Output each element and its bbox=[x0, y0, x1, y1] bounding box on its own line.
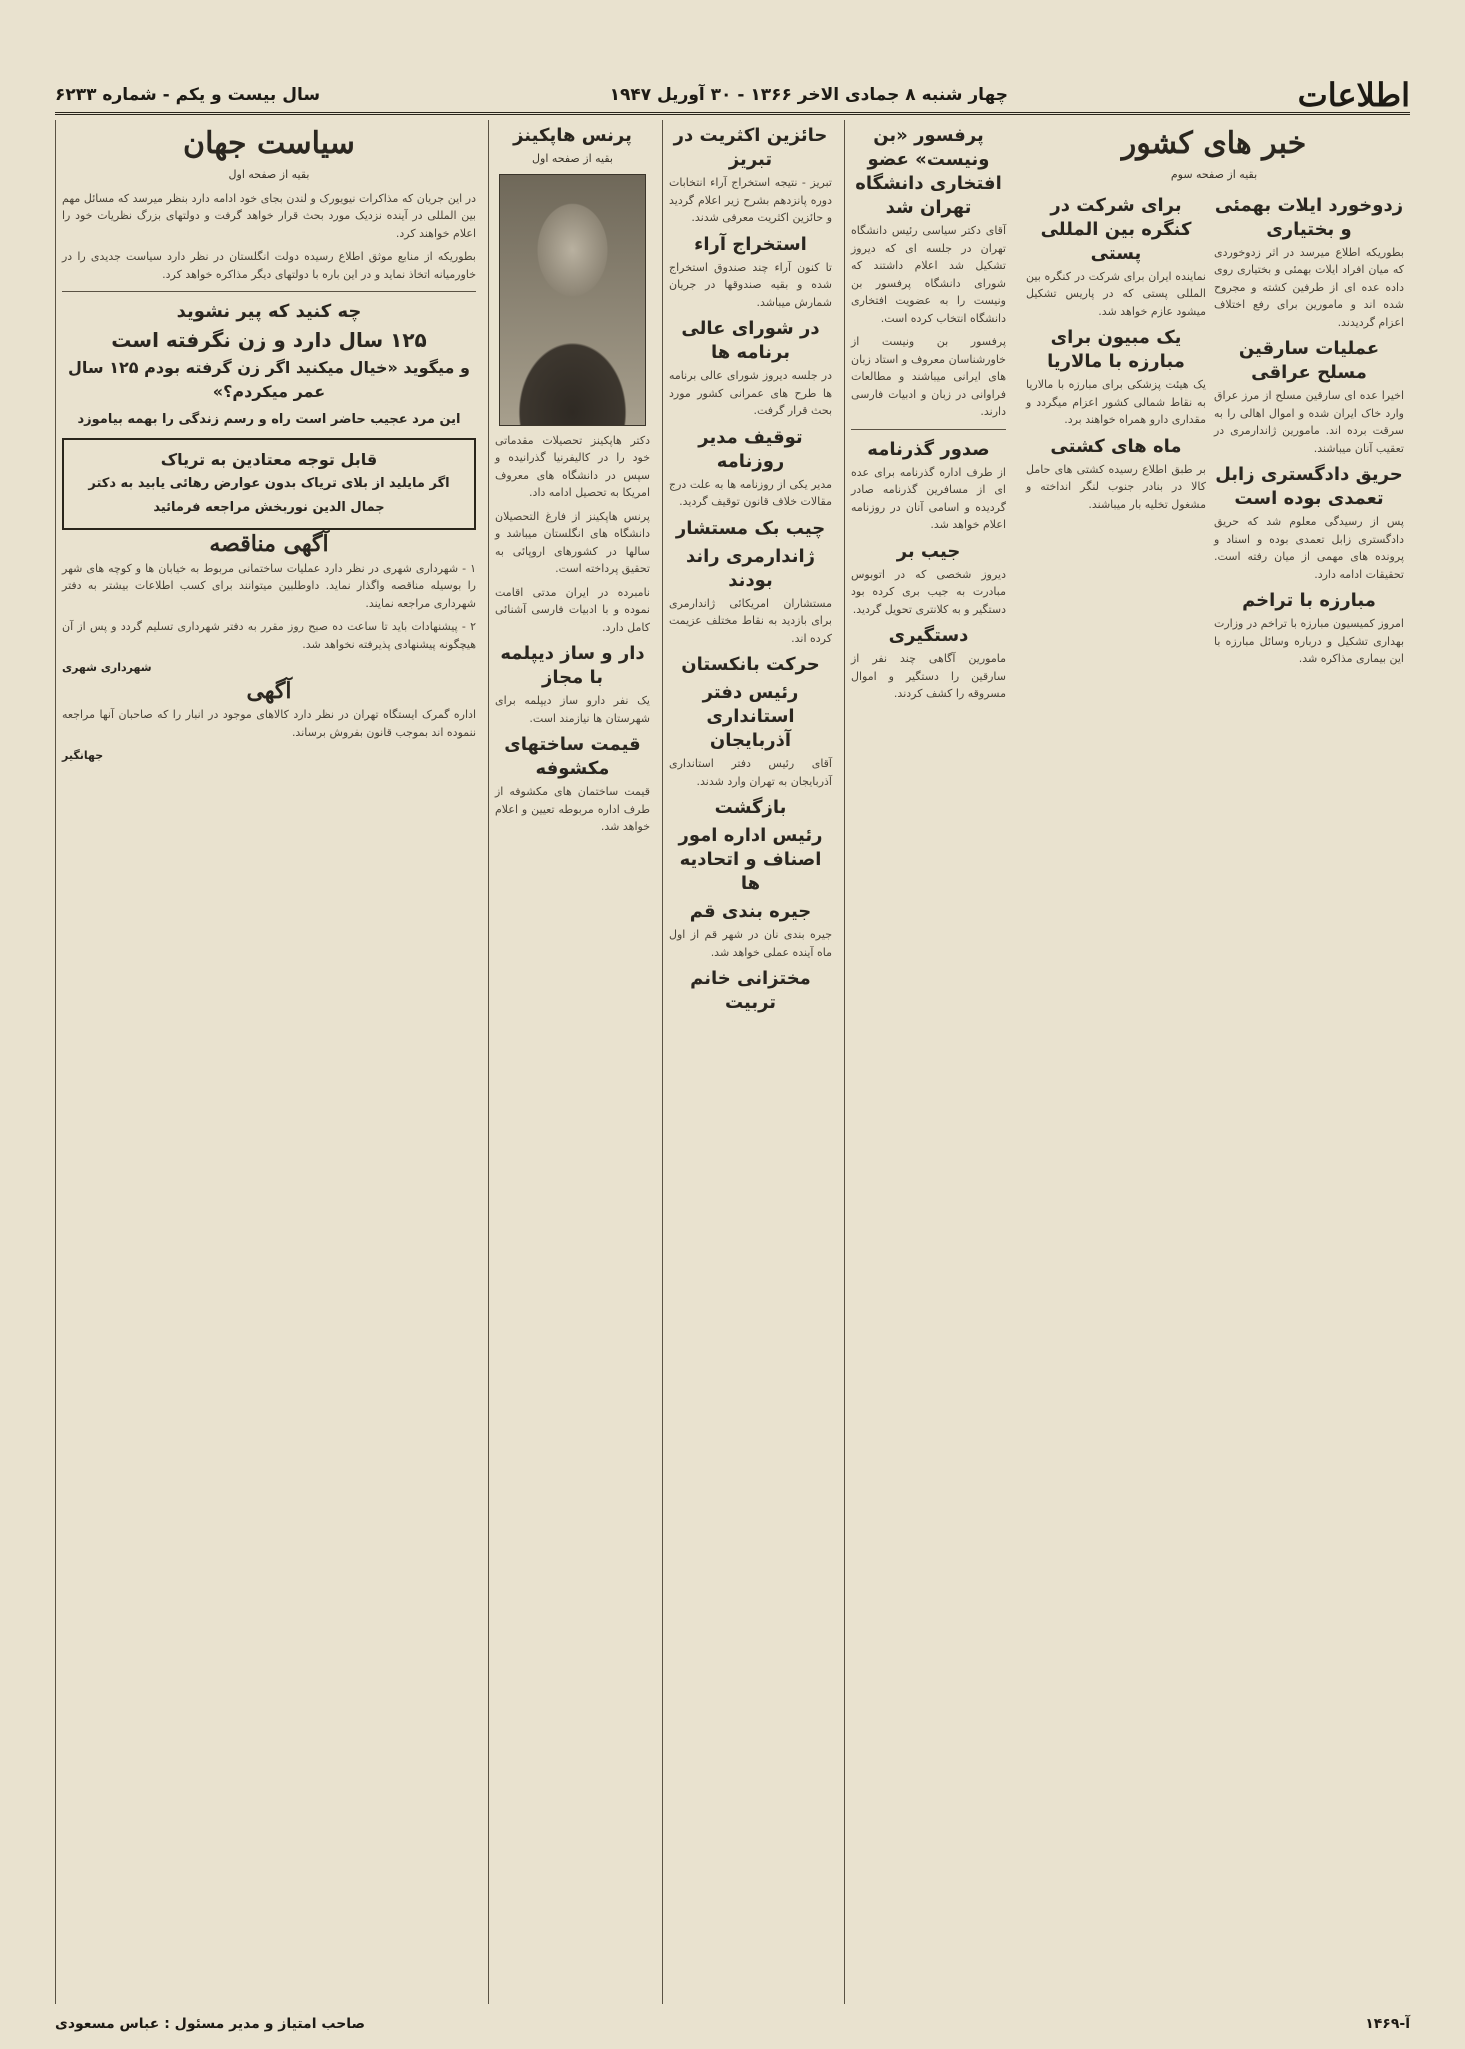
headline: پرفسور «بن ونیست» عضو افتخاری دانشگاه تهران شد bbox=[855, 125, 1002, 218]
issue-number: سال بیست و یکم - شماره ۶۲۳۳ bbox=[55, 85, 321, 105]
section-title: سیاست جهان bbox=[183, 126, 355, 161]
headline: صدور گذرنامه bbox=[867, 438, 990, 460]
headline: رئیس اداره امور اصناف و اتحادیه ها bbox=[678, 825, 823, 894]
masthead bbox=[55, 78, 1410, 115]
column-world-politics: سیاست جهان بقیه از صفحه اول در این جریان که مذاکرات نیویورک و لندن بجای خود ادامه دارد بنظر میرسد که مسائل مهم بین المللی در آینده نزدیک مورد بحث قرار خواهد گرفت و دولتهای بزرگ نظریات خود را اعلام خواهند کرد. بطوریکه از منابع موثق اطلاع رسیده دولت انگلستان در نظر دارد سیاست جدیدی را در خاورمیانه اتخاذ نماید و در این باره با دولتهای دیگر مذاکره خواهد کرد. چه کنید که پیر نشوید ۱۲۵ سال دارد و زن نگرفته است و میگوید «خیال میکنید اگر زن گرفته بودم ۱۲۵ سال عمر میکردم؟» این مرد عجیب حاضر است راه و رسم زندگی را بهمه بیاموزد قابل توجه معتادین به تریاک اگر مایلید از بلای تریاک بدون عوارض رهائی یابید به دکتر جمال الدین نوربخش مراجعه فرمائید آگهی مناقصه ۱ - شهرداری شهری در نظر دارد عملیات ساختمانی مربوط به خیابان ها و کوچه های شهر را بوسیله مناقصه واگذار نماید. داوطلبین میتوانند برای کسب اطلاعات بیشتر به دفتر شهرداری مراجعه نمایند. ۲ - پیشنهادات باید تا ساعت ده صبح روز مقرر به دفتر شهرداری تسلیم گردد و پس از آن هیچگونه پیشنهادی پذیرفته نخواهد شد. شهرداری شهری آگهی اداره گمرک ایستگاه تهران در نظر دارد کالاهای موجود در انبار را که صاحبان آنها مراجعه ننموده اند بموجب قانون بفروش برساند. جهانگیر bbox=[55, 120, 482, 2004]
headline: دار و ساز دیپلمه با مجاز bbox=[500, 643, 645, 688]
headline: مختزانی خانم تربیت bbox=[690, 968, 811, 1013]
headline: یک مبیون برای مبارزه با مالاریا bbox=[1047, 327, 1185, 372]
headline: دستگیری bbox=[888, 625, 969, 646]
headline: رئیس دفتر استانداری آذربایجان bbox=[702, 682, 799, 751]
headline: توقیف مدیر روزنامه bbox=[698, 426, 803, 472]
section-subtitle: بقیه از صفحه سوم bbox=[1170, 168, 1258, 181]
column-hopkins: پرنس هاپکینز بقیه از صفحه اول دکتر هاپکینز تحصیلات مقدماتی خود را در کالیفرنیا گذرانیده و سپس در دانشگاه های معروف امریکا به تحصیل ادامه داد. پرنس هاپکینز از فارغ التحصیلان دانشگاه های انگلستان میباشد و سالها در کشورهای اروپائی به تحقیق پرداخته است. نامبرده در ایران مدتی اقامت نموده و با ادبیات فارسی آشنائی کامل دارد. دار و ساز دیپلمه با مجاز یک نفر دارو ساز دیپلمه برای شهرستان ها نیازمند است. قیمت ساختهای مکشوفه قیمت ساختمان های مکشوفه از طرف اداره مربوطه تعیین و اعلام خواهد شد. bbox=[488, 120, 656, 2004]
notice-signature: جهانگیر bbox=[62, 749, 104, 762]
section-subtitle: بقیه از صفحه اول bbox=[228, 168, 310, 181]
ad-box-body: اگر مایلید از بلای تریاک بدون عوارض رهائی یابید به دکتر جمال الدین نوربخش مراجعه فرمائید bbox=[88, 476, 450, 515]
headline: ماه های کشتی bbox=[1050, 435, 1182, 457]
headline: عملیات سارقین مسلح عراقی bbox=[1238, 338, 1380, 383]
newspaper-brand: اطلاعات bbox=[1297, 76, 1410, 114]
headline: مبارزه با تراخم bbox=[1242, 590, 1376, 611]
headline: برای شرکت در کنگره بین المللی پستی bbox=[1040, 194, 1192, 264]
headline: حرکت بانکستان bbox=[681, 654, 820, 675]
footer-right: صاحب امتیاز و مدیر مسئول : عباس مسعودی bbox=[55, 2016, 366, 2032]
ad-body: این مرد عجیب حاضر است راه و رسم زندگی را بهمه بیاموزد bbox=[77, 412, 461, 427]
headline: جیره بندی قم bbox=[689, 901, 812, 922]
tender-notice-headline: آگهی مناقصه bbox=[209, 531, 329, 557]
headline: بازگشت bbox=[714, 797, 787, 818]
footer bbox=[55, 2011, 1410, 2037]
headline: حریق دادگستری زابل تعمدی بوده است bbox=[1215, 464, 1403, 509]
ad-box-headline: قابل توجه معتادین به تریاک bbox=[160, 450, 378, 469]
columns bbox=[55, 120, 1410, 2004]
headline: زدوخورد ایلات بهمئی و بختیاری bbox=[1214, 194, 1404, 240]
column-national-news: خبر های کشور بقیه از صفحه سوم زدوخورد ایلات بهمئی و بختیاری بطوریکه اطلاع میرسد در اثر زدوخوردی که میان افراد ایلات بهمئی و بختیاری روی داده عده ای از طرفین کشته و مجروح شده اند و مامورین برای رفع اختلاف اعزام گردیدند. عملیات سارقین مسلح عراقی اخیرا عده ای سارقین مسلح از مرز عراق وارد خاک ایران شده و اموال اهالی را به سرقت برده اند. مامورین ژاندارمری در تعقیب آنان میباشند. حریق دادگستری زابل تعمدی بوده است پس از رسیدگی معلوم شد که حریق دادگستری زابل تعمدی بوده و اسناد و پرونده های مهمی از میان رفته است. تحقیقات ادامه دارد. مبارزه با تراخم امروز کمیسیون مبارزه با تراخم در وزارت بهداری تشکیل و درباره وسائل مبارزه با این بیماری مذاکره شد. برای شرکت در کنگره بین المللی پستی نماینده ایران برای شرکت در کنگره بین المللی پستی که در پاریس تشکیل میشود عازم خواهد شد. یک مبیون برای مبارزه با مالاریا یک هیئت پزشکی برای مبارزه با مالاریا به نقاط شمالی کشور اعزام میگردد و مقداری دارو همراه خواهند برد. ماه های کشتی بر طبق اطلاع رسیده کشتی های حامل کالا در بنادر جنوب لنگر انداخته و مشغول تخلیه بار میباشند. bbox=[1026, 126, 1404, 665]
notice-headline: آگهی bbox=[246, 677, 292, 704]
notice-signature: شهرداری شهری bbox=[62, 661, 152, 674]
continued-note: بقیه از صفحه اول bbox=[532, 152, 613, 165]
column-university: پرفسور «بن ونیست» عضو افتخاری دانشگاه تهران شد آقای دکتر سیاسی رئیس دانشگاه تهران در جلسه ای که دیروز تشکیل شد اعلام داشتند که شورای دانشگاه پرفسور بن ونیست را به عضویت افتخاری دانشگاه انتخاب کرده است. پرفسور بن ونیست از خاورشناسان معروف و استاد زبان های ایرانی میباشند و مطالعات فراوانی در زبان و ادبیات فارسی دارند. صدور گذرنامه از طرف اداره گذرنامه برای عده ای از مسافرین گذرنامه صادر گردیده و اسامی آنان در روزنامه اعلام خواهد شد. جیب بر دیروز شخصی که در اتوبوس مبادرت به جیب بری کرده بود دستگیر و به کلانتری تحویل گردید. دستگیری مامورین آگاهی چند نفر از سارقین را دستگیر و اموال مسروقه را کشف کردند. bbox=[844, 120, 1012, 2004]
headline: چیب بک مستشار bbox=[675, 517, 826, 539]
opium-ad-box bbox=[62, 438, 476, 530]
ad-headline: چه کنید که پیر نشوید bbox=[176, 301, 362, 322]
headline: در شورای عالی برنامه ها bbox=[681, 318, 820, 363]
portrait-photo bbox=[499, 174, 646, 426]
footer-left: آ-۱۴۶۹ bbox=[1365, 2016, 1410, 2032]
section-title: خبر های کشور bbox=[1121, 126, 1307, 161]
issue-date: چهار شنبه ۸ جمادی الاخر ۱۳۶۶ - ۳۰ آوریل ۱۹۴۷ bbox=[609, 85, 1009, 105]
headline: ژاندارمری راند بودند bbox=[685, 545, 815, 591]
headline: حائزین اکثریت در تبریز bbox=[673, 125, 828, 170]
column-elections: حائزین اکثریت در تبریز تبریز - نتیجه استخراج آراء انتخابات دوره پانزدهم بشرح زیر اعلام گردید و حائزین اکثریت معرفی شدند. استخراج آراء تا کنون آراء چند صندوق استخراج شده و بقیه صندوقها در جریان شمارش میباشد. در شورای عالی برنامه ها در جلسه دیروز شورای عالی برنامه ها طرح های عمرانی کشور مورد بحث قرار گرفت. توقیف مدیر روزنامه مدیر یکی از روزنامه ها به علت درج مقالات خلاف قانون توقیف گردید. چیب بک مستشار ژاندارمری راند بودند مستشاران امریکائی ژاندارمری برای بازدید به نقاط مختلف عزیمت کرده اند. حرکت بانکستان رئیس دفتر استانداری آذربایجان آقای رئیس دفتر استانداری آذربایجان به تهران وارد شدند. بازگشت رئیس اداره امور اصناف و اتحادیه ها جیره بندی قم جیره بندی نان در شهر قم از اول ماه آینده عملی خواهد شد. مختزانی خانم تربیت bbox=[662, 120, 838, 2004]
headline: استخراج آراء bbox=[694, 233, 807, 255]
headline: جیب بر bbox=[896, 540, 961, 562]
ad-body: و میگوید «خیال میکنید اگر زن گرفته بودم ۱۲۵ سال عمر میکردم؟» bbox=[68, 358, 470, 401]
ad-body: ۱۲۵ سال دارد و زن نگرفته است bbox=[111, 328, 427, 352]
headline: پرنس هاپکینز bbox=[513, 125, 632, 146]
headline: قیمت ساختهای مکشوفه bbox=[504, 734, 641, 779]
